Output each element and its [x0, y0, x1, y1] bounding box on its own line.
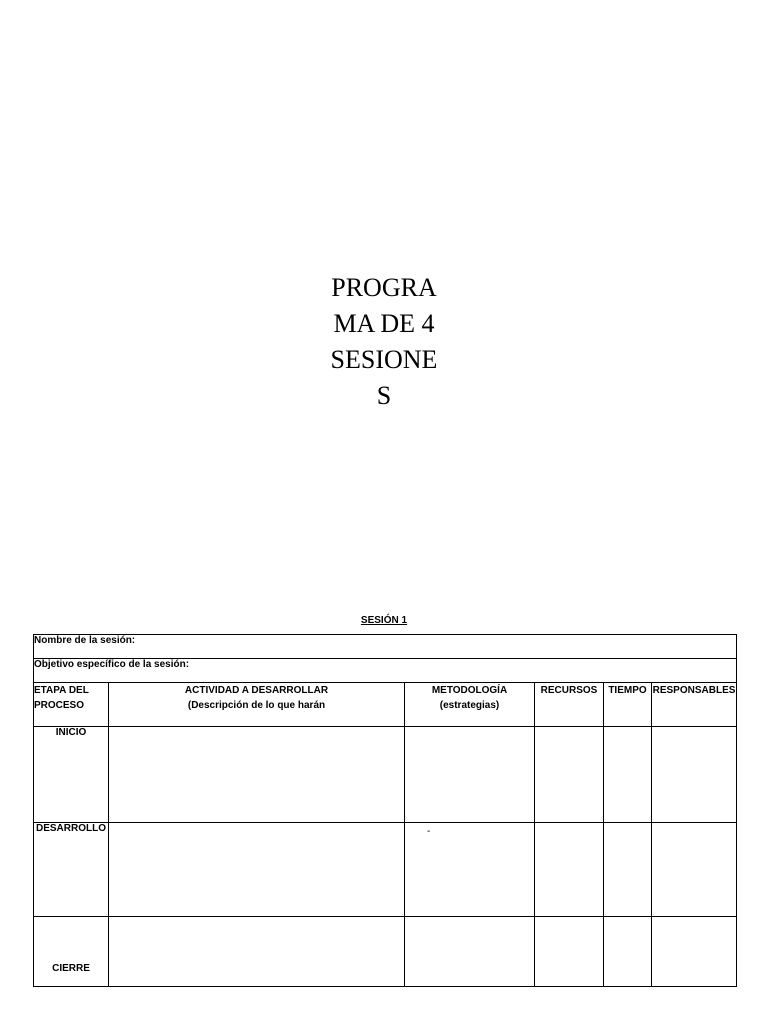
session-name-label: Nombre de la sesión: — [34, 635, 737, 659]
table-header-row — [34, 683, 737, 727]
table-row — [34, 823, 737, 917]
activity-cell[interactable] — [109, 727, 405, 823]
resources-cell[interactable] — [535, 823, 604, 917]
header-metodologia: METODOLOGÍA (estrategias) — [405, 683, 535, 727]
responsibles-cell[interactable] — [652, 823, 737, 917]
stage-label: CIERRE — [34, 917, 109, 987]
resources-cell[interactable] — [535, 727, 604, 823]
header-etapa: ETAPA DEL PROCESO — [34, 683, 109, 727]
activity-cell[interactable] — [109, 917, 405, 987]
table-row — [34, 917, 737, 987]
stage-label: DESARROLLO — [34, 823, 109, 917]
stage-label: INICIO — [34, 727, 109, 823]
methodology-cell[interactable] — [405, 727, 535, 823]
title-line: S — [376, 381, 392, 410]
title-line: SESIONE — [330, 345, 438, 374]
activity-cell[interactable] — [109, 823, 405, 917]
table-row — [34, 727, 737, 823]
session-table — [33, 634, 737, 987]
responsibles-cell[interactable] — [652, 917, 737, 987]
session-heading: SESIÓN 1 — [360, 615, 408, 626]
time-cell[interactable] — [604, 823, 652, 917]
dash-mark: - — [427, 826, 431, 837]
time-cell[interactable] — [604, 727, 652, 823]
session-name-row — [34, 635, 737, 659]
title-line: PROGRA — [331, 273, 437, 302]
responsibles-cell[interactable] — [652, 727, 737, 823]
header-recursos: RECURSOS — [535, 683, 604, 727]
header-actividad: ACTIVIDAD A DESARROLLAR (Descripción de lo que harán — [109, 683, 405, 727]
header-tiempo: TIEMPO — [604, 683, 652, 727]
header-responsables: RESPONSABLES — [652, 683, 737, 727]
objective-label: Objetivo específico de la sesión: — [34, 659, 737, 683]
methodology-cell[interactable] — [405, 917, 535, 987]
objective-row — [34, 659, 737, 683]
title-line: MA DE 4 — [333, 309, 435, 338]
time-cell[interactable] — [604, 917, 652, 987]
resources-cell[interactable] — [535, 917, 604, 987]
document-title — [300, 270, 468, 414]
methodology-cell[interactable] — [405, 823, 535, 917]
